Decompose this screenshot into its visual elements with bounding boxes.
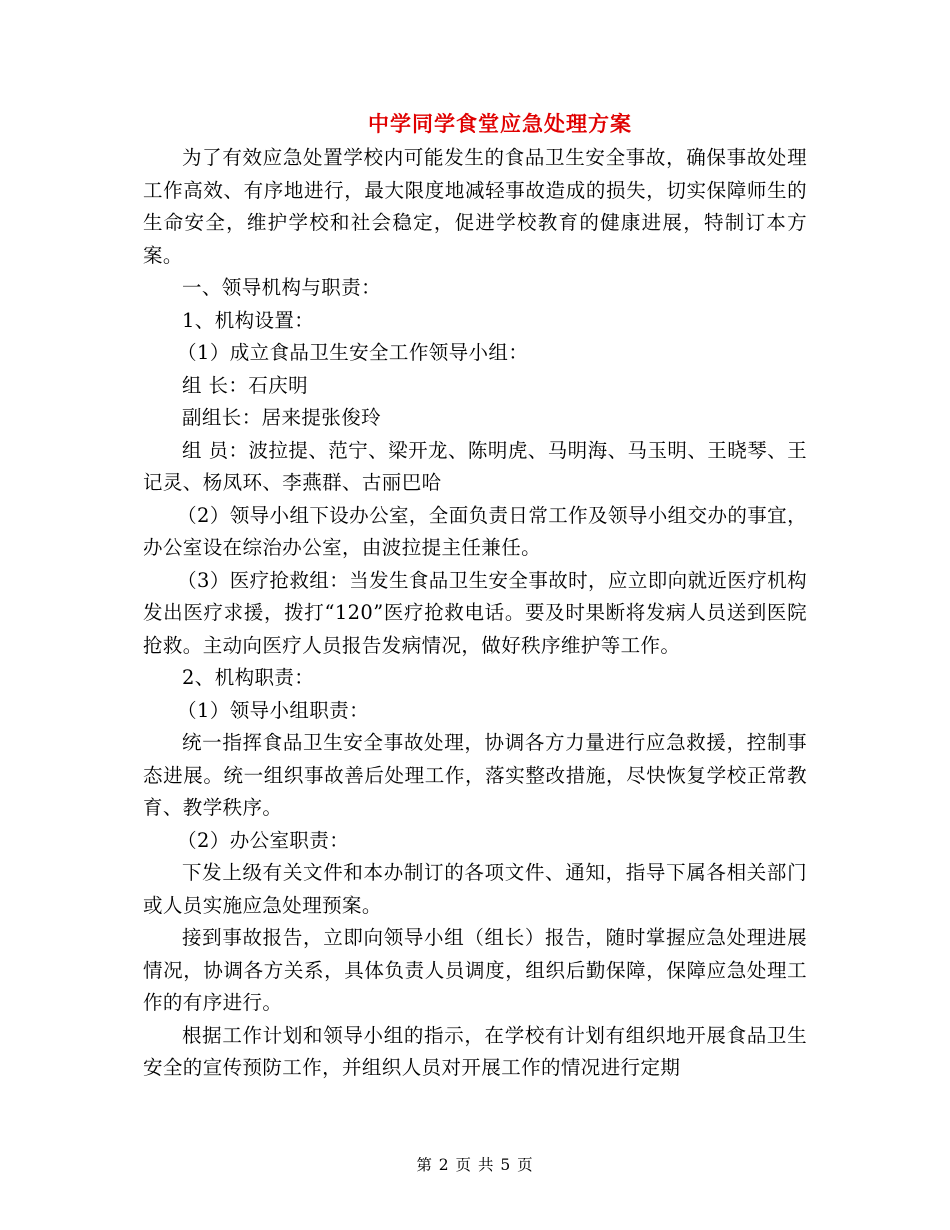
- body-paragraph: 组 长：石庆明: [182, 373, 308, 397]
- document-body: [143, 142, 807, 1085]
- body-paragraph: 为了有效应急处置学校内可能发生的食品卫生安全事故，确保事故处理工作高效、有序地进行，最大限度地减轻事故造成的损失，切实保障师生的生命安全，维护学校和社会稳定，促进学校教育的健康进展，特制订本方案。: [143, 146, 807, 267]
- body-paragraph: （1）领导小组职责：: [177, 698, 370, 722]
- body-paragraph: 2、机构职责：: [182, 666, 315, 689]
- body-paragraph: （2）领导小组下设办公室，全面负责日常工作及领导小组交办的事宜，办公室设在综治办公室，由波拉提主任兼任。: [143, 503, 807, 559]
- body-paragraph: 1、机构设置：: [182, 308, 315, 332]
- body-paragraph: 接到事故报告，立即向领导小组（组长）报告，随时掌握应急处理进展情况，协调各方关系，具体负责人员调度，组织后勤保障，保障应急处理工作的有序进行。: [143, 926, 807, 1014]
- body-paragraph: （3）医疗抢救组：当发生食品卫生安全事故时，应立即向就近医疗机构发出医疗求援，拨打“120”医疗抢救电话。要及时果断将发病人员送到医院抢救。主动向医疗人员报告发病情况，做好秩序维护等工作。: [143, 568, 807, 657]
- body-paragraph: （1）成立食品卫生安全工作领导小组：: [177, 341, 529, 364]
- body-paragraph: （2）办公室职责：: [177, 828, 350, 852]
- body-paragraph: 副组长：居来提张俊玲: [182, 406, 382, 429]
- body-paragraph: 下发上级有关文件和本办制订的各项文件、通知，指导下属各相关部门或人员实施应急处理预案。: [143, 861, 807, 917]
- body-paragraph: 根据工作计划和领导小组的指示，在学校有计划有组织地开展食品卫生安全的宣传预防工作，并组织人员对开展工作的情况进行定期: [143, 1023, 807, 1079]
- body-paragraph: 统一指挥食品卫生安全事故处理，协调各方力量进行应急救援，控制事态进展。统一组织事故善后处理工作，落实整改措施，尽快恢复学校正常教育、教学秩序。: [143, 731, 807, 819]
- document-title: 中学同学食堂应急处理方案: [368, 111, 632, 136]
- body-paragraph: 一、领导机构与职责：: [182, 276, 382, 299]
- page-footer: 第 2 页 共 5 页: [416, 1156, 534, 1174]
- body-paragraph: 组 员：波拉提、范宁、梁开龙、陈明虎、马明海、马玉明、王晓琴、王记灵、杨凤环、李燕群、古丽巴哈: [143, 438, 807, 494]
